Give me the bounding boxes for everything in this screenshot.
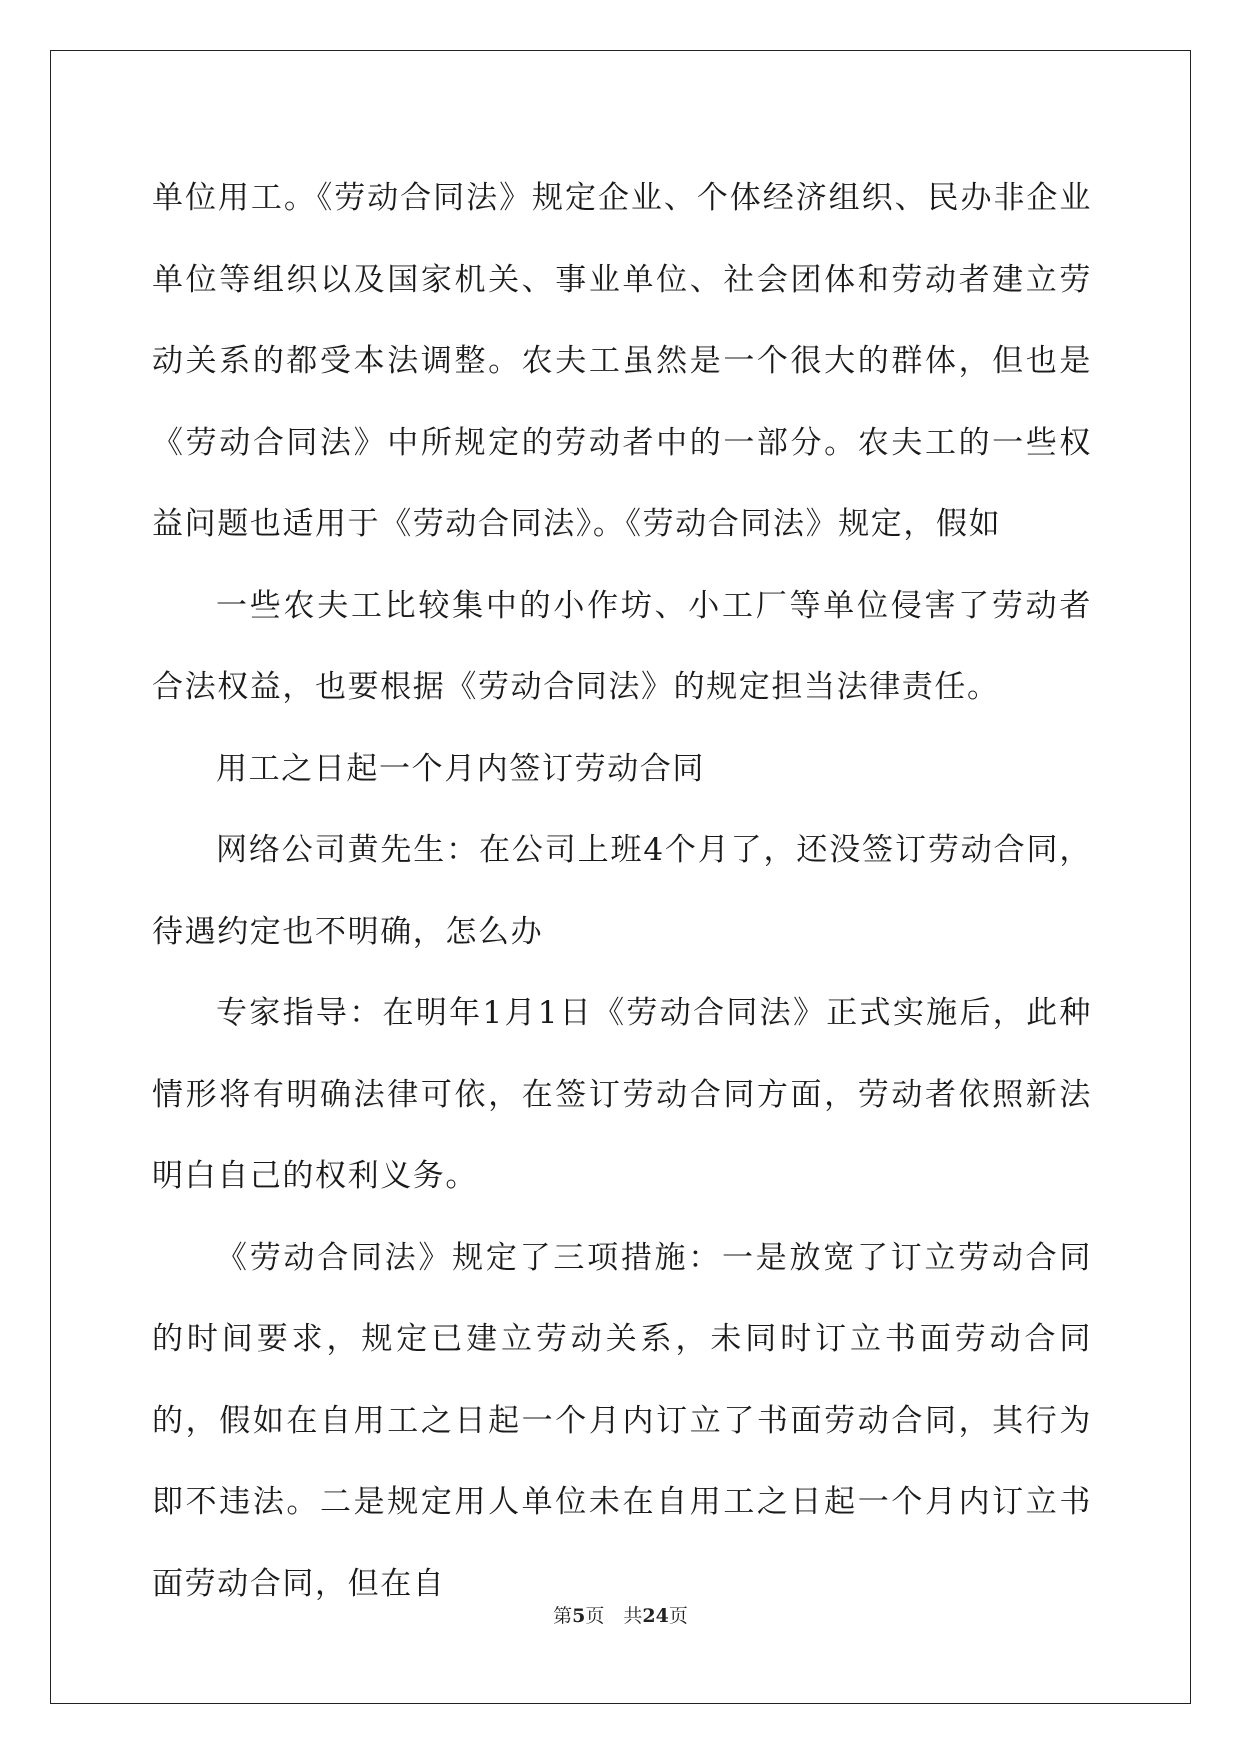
paragraph-5-expert-answer: 专家指导：在明年1月1日《劳动合同法》正式实施后，此种情形将有明确法律可依，在签订劳动合同方面，劳动者依照新法明白自己的权利义务。 [152, 995, 1092, 1194]
paragraph-6: 《劳动合同法》规定了三项措施：一是放宽了订立劳动合同的时间要求，规定已建立劳动关系，未同时订立书面劳动合同的，假如在自用工之日起一个月内订立了书面劳动合同，其行为即不违法。二是规定用人单位未在自用工之日起一个月内订立书面劳动合同，但在自 [152, 1239, 1092, 1602]
footer-total-pages: 24 [642, 1605, 669, 1627]
paragraph-3-heading: 用工之日起一个月内签订劳动合同 [216, 750, 705, 787]
paragraph-1: 单位用工。《劳动合同法》规定企业、个体经济组织、民办非企业单位等组织以及国家机关、事业单位、社会团体和劳动者建立劳动关系的都受本法调整。农夫工虽然是一个很大的群体，但也是《劳动合同法》中所规定的劳动者中的一部分。农夫工的一些权益问题也适用于《劳动合同法》。《劳动合同法》规定，假如 [152, 180, 1092, 542]
footer-current-page: 5 [572, 1605, 586, 1627]
footer-mid: 页 共 [585, 1605, 643, 1627]
page-footer [0, 1601, 1241, 1628]
footer-prefix: 第 [553, 1605, 573, 1627]
document-body [152, 158, 1092, 1625]
paragraph-4-question: 网络公司黄先生：在公司上班4个月了，还没签订劳动合同，待遇约定也不明确，怎么办 [152, 832, 1092, 950]
footer-suffix: 页 [668, 1605, 688, 1627]
paragraph-2: 一些农夫工比较集中的小作坊、小工厂等单位侵害了劳动者合法权益，也要根据《劳动合同法》的规定担当法律责任。 [152, 587, 1092, 705]
